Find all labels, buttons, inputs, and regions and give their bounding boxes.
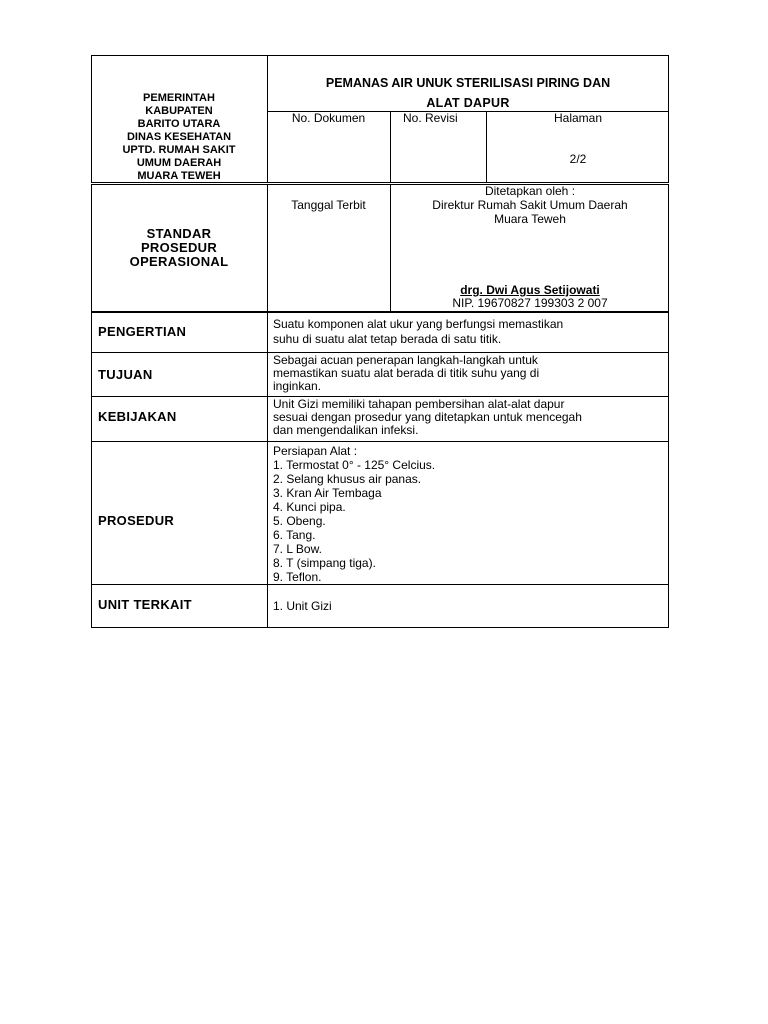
institution-line: MUARA TEWEH (137, 170, 221, 182)
prosedur-line: Persiapan Alat : (273, 444, 358, 458)
page-label: Halaman (553, 111, 603, 125)
sop-label-line: STANDAR (146, 226, 212, 241)
revision-label: No. Revisi (403, 111, 458, 125)
tujuan-text (273, 354, 662, 393)
institution-line: BARITO UTARA (137, 118, 221, 130)
kebijakan-label: KEBIJAKAN (98, 409, 177, 424)
pengertian-text (273, 318, 662, 346)
prosedur-line: 5. Obeng. (273, 514, 326, 528)
prosedur-line: 4. Kunci pipa. (273, 500, 346, 514)
pengertian-label: PENGERTIAN (98, 324, 187, 339)
kebijakan-text (273, 398, 662, 437)
prosedur-line: 9. Teflon. (273, 570, 322, 584)
prosedur-label: PROSEDUR (98, 513, 175, 528)
institution-line: PEMERINTAH (143, 92, 215, 104)
prosedur-line: 2. Selang khusus air panas. (273, 472, 422, 486)
docno-divider (390, 111, 391, 183)
tujuan-line: memastikan suatu alat berada di titik suhu yang di (273, 366, 540, 380)
approver-nip: NIP. 19670827 199303 2 007 (452, 296, 608, 310)
institution-line: KABUPATEN (145, 105, 213, 117)
sections-divider (267, 312, 268, 628)
prosedur-line: 8. T (simpang tiga). (273, 556, 376, 570)
pengertian-line: suhu di suatu alat tetap berada di satu titik. (273, 332, 502, 346)
sop-label-line: PROSEDUR (140, 240, 218, 255)
issue-date-label: Tanggal Terbit (291, 198, 366, 212)
institution-line: UMUM DAERAH (136, 157, 222, 169)
prosedur-line: 1. Termostat 0° - 125° Celcius. (273, 458, 436, 472)
tujuan-line: Sebagai acuan penerapan langkah-langkah untuk (273, 353, 538, 367)
approver-title-line1: Direktur Rumah Sakit Umum Daerah (432, 198, 628, 212)
prosedur-line: 7. L Bow. (273, 542, 322, 556)
row-divider (91, 441, 669, 442)
sop-label (93, 227, 265, 269)
unit-terkait-label: UNIT TERKAIT (98, 597, 192, 612)
prosedur-line: 3. Kran Air Tembaga (273, 486, 382, 500)
document-title-line1: PEMANAS AIR UNUK STERILISASI PIRING DAN (325, 76, 611, 90)
institution-line: UPTD. RUMAH SAKIT (122, 144, 236, 156)
approved-by-label: Ditetapkan oleh : (484, 184, 576, 198)
institution-line: DINAS KESEHATAN (126, 131, 232, 143)
page-value: 2/2 (569, 152, 587, 166)
prosedur-line: 6. Tang. (273, 528, 316, 542)
row-divider (91, 584, 669, 585)
pengertian-line: Suatu komponen alat ukur yang berfungsi memastikan (273, 317, 564, 331)
kebijakan-line: dan mengendalikan infeksi. (273, 423, 419, 437)
approver-name: drg. Dwi Agus Setijowati (460, 283, 600, 297)
tujuan-line: inginkan. (273, 379, 322, 393)
tujuan-label: TUJUAN (98, 367, 153, 382)
prosedur-text (273, 444, 662, 584)
institution-name (93, 92, 265, 183)
sop-label-line: OPERASIONAL (129, 254, 229, 269)
document-title-line2: ALAT DAPUR (426, 96, 510, 110)
approver-title-line2: Muara Teweh (494, 212, 566, 226)
unit-terkait-text: 1. Unit Gizi (273, 599, 332, 613)
kebijakan-line: Unit Gizi memiliki tahapan pembersihan alat-alat dapur (273, 397, 565, 411)
doc-number-label: No. Dokumen (291, 111, 366, 125)
kebijakan-line: sesuai dengan prosedur yang ditetapkan untuk mencegah (273, 410, 582, 424)
